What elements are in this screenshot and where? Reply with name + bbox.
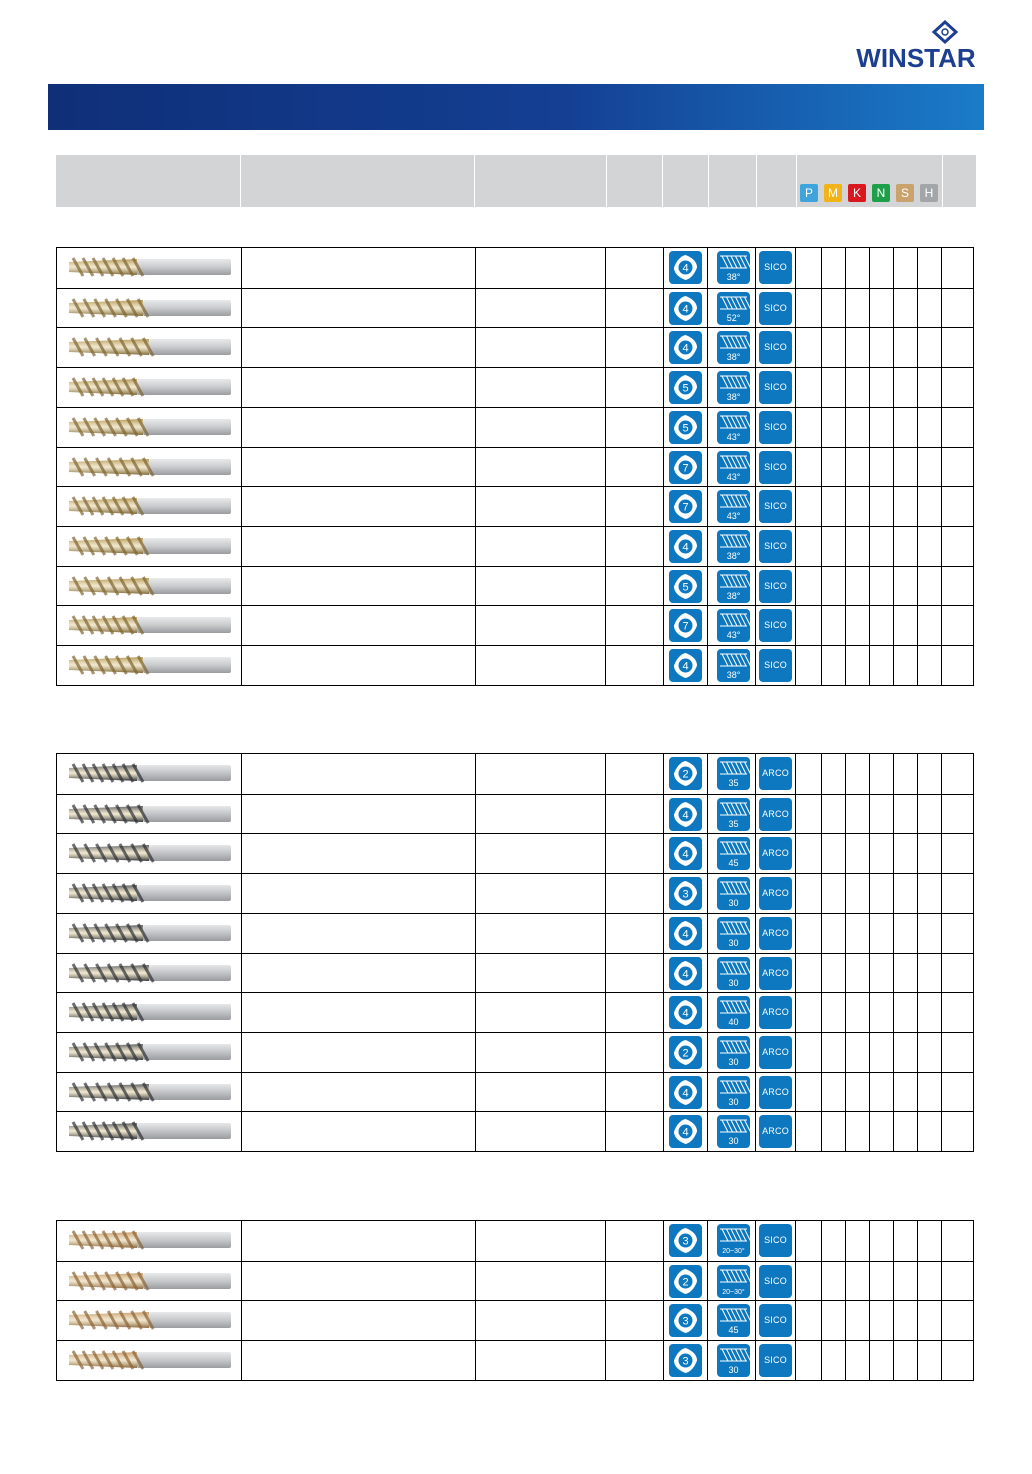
helix-angle-icon — [717, 877, 750, 910]
table-row — [57, 645, 973, 685]
end-mill-image — [67, 1229, 231, 1251]
helix-angle-label: 43° — [726, 431, 741, 442]
svg-text:5: 5 — [682, 422, 689, 435]
end-mill-image — [67, 575, 231, 597]
end-mill-image — [67, 416, 231, 438]
coating-badge: ARCO — [759, 877, 792, 910]
coating-badge: SICO — [759, 331, 792, 364]
table-row — [57, 953, 973, 993]
helix-angle-icon — [717, 798, 750, 831]
end-mill-image — [67, 1270, 231, 1292]
helix-angle-icon — [717, 757, 750, 790]
helix-angle-icon — [717, 292, 750, 325]
table-row — [57, 1300, 973, 1340]
helix-angle-label: 30 — [728, 1096, 739, 1107]
flute-count-icon — [669, 1076, 702, 1109]
material-badge-s: S — [896, 184, 914, 202]
table-row — [57, 1032, 973, 1072]
table-row — [57, 1261, 973, 1301]
end-mill-image — [67, 614, 231, 636]
helix-angle-label: 35 — [728, 778, 739, 788]
coating-badge: SICO — [759, 609, 792, 642]
end-mill-image — [67, 336, 231, 358]
coating-badge: ARCO — [759, 996, 792, 1029]
coating-badge: SICO — [759, 1304, 792, 1337]
coating-badge: ARCO — [759, 1036, 792, 1069]
svg-text:7: 7 — [682, 462, 689, 474]
helix-angle-label: 30 — [728, 977, 739, 988]
end-mill-image — [67, 297, 231, 319]
table-row — [57, 566, 973, 606]
helix-angle-icon — [717, 251, 750, 284]
flute-count-icon — [669, 1036, 702, 1069]
flute-count-icon — [669, 877, 702, 910]
flute-count-icon — [669, 996, 702, 1029]
table-row — [57, 288, 973, 328]
helix-angle-label: 38° — [726, 550, 741, 561]
helix-angle-icon — [717, 371, 750, 404]
coating-badge: ARCO — [759, 957, 792, 990]
end-mill-image — [67, 376, 231, 398]
end-mill-image — [67, 842, 231, 864]
helix-angle-icon — [717, 331, 750, 364]
table-row — [57, 248, 973, 288]
helix-angle-icon — [717, 609, 750, 642]
svg-text:4: 4 — [682, 660, 689, 673]
helix-angle-label: 20~30° — [722, 1248, 745, 1255]
flute-count-icon — [669, 1344, 702, 1377]
helix-angle-icon — [717, 917, 750, 950]
end-mill-image — [67, 1309, 231, 1331]
flute-count-icon — [669, 1115, 702, 1148]
end-mill-image — [67, 1120, 231, 1142]
flute-count-icon — [669, 837, 702, 870]
winstar-logo — [846, 20, 986, 72]
coating-badge: SICO — [759, 411, 792, 444]
flute-count-icon — [669, 371, 702, 404]
table-row — [57, 447, 973, 487]
table-row — [57, 754, 973, 794]
svg-text:3: 3 — [682, 1235, 689, 1248]
material-badge-h: H — [920, 184, 938, 202]
table-row — [57, 794, 973, 834]
end-mill-image — [67, 456, 231, 478]
svg-text:4: 4 — [682, 1087, 689, 1100]
svg-text:4: 4 — [682, 809, 689, 822]
flute-count-icon — [669, 530, 702, 563]
flute-count-icon — [669, 957, 702, 990]
helix-angle-label: 38° — [726, 392, 741, 403]
helix-angle-label: 20~30° — [722, 1288, 745, 1296]
coating-badge: SICO — [759, 490, 792, 523]
helix-angle-label: 38° — [726, 670, 741, 680]
svg-text:5: 5 — [682, 581, 689, 594]
coating-badge: SICO — [759, 451, 792, 484]
title-banner — [48, 84, 984, 130]
flute-count-icon — [669, 1224, 702, 1257]
helix-angle-icon — [717, 570, 750, 603]
svg-text:2: 2 — [682, 1276, 689, 1289]
end-mill-image — [67, 882, 231, 904]
helix-angle-label: 45 — [728, 858, 739, 869]
coating-badge: SICO — [759, 530, 792, 563]
product-table-2 — [56, 753, 974, 1152]
helix-angle-label: 43° — [726, 511, 741, 522]
helix-angle-label: 30 — [728, 1136, 739, 1147]
svg-text:4: 4 — [682, 1007, 689, 1020]
table-row — [57, 833, 973, 873]
material-badge-m: M — [824, 184, 842, 202]
helix-angle-icon — [717, 1265, 750, 1298]
helix-angle-icon — [717, 1076, 750, 1109]
end-mill-image — [67, 1001, 231, 1023]
flute-count-icon — [669, 798, 702, 831]
flute-count-icon — [669, 649, 702, 682]
flute-count-icon — [669, 451, 702, 484]
flute-count-icon — [669, 609, 702, 642]
helix-angle-label: 38° — [726, 590, 741, 601]
svg-text:3: 3 — [682, 1355, 689, 1368]
helix-angle-icon — [717, 411, 750, 444]
coating-badge: ARCO — [759, 837, 792, 870]
helix-angle-label: 45 — [728, 1325, 739, 1336]
end-mill-image — [67, 803, 231, 825]
helix-angle-label: 30 — [728, 1365, 739, 1376]
helix-angle-label: 38° — [726, 352, 741, 363]
coating-badge: SICO — [759, 649, 792, 682]
helix-angle-label: 52° — [726, 312, 741, 323]
table-row — [57, 367, 973, 407]
svg-text:4: 4 — [682, 928, 689, 941]
helix-angle-icon — [717, 1344, 750, 1377]
end-mill-image — [67, 256, 231, 278]
flute-count-icon — [669, 331, 702, 364]
end-mill-image — [67, 762, 231, 784]
flute-count-icon — [669, 757, 702, 790]
helix-angle-icon — [717, 1224, 750, 1257]
material-badge-n: N — [872, 184, 890, 202]
coating-badge: ARCO — [759, 1115, 792, 1148]
table-row — [57, 526, 973, 566]
flute-count-icon — [669, 570, 702, 603]
coating-badge: SICO — [759, 292, 792, 325]
helix-angle-icon — [717, 1115, 750, 1148]
helix-angle-icon — [717, 490, 750, 523]
end-mill-image — [67, 1349, 231, 1371]
table-row — [57, 486, 973, 526]
flute-count-icon — [669, 292, 702, 325]
table-row — [57, 1072, 973, 1112]
svg-text:4: 4 — [682, 968, 689, 980]
helix-angle-label: 40 — [728, 1017, 739, 1028]
flute-count-icon — [669, 917, 702, 950]
end-mill-image — [67, 654, 231, 676]
coating-badge: SICO — [759, 371, 792, 404]
coating-badge: SICO — [759, 1224, 792, 1257]
helix-angle-label: 30 — [728, 898, 739, 909]
svg-text:3: 3 — [682, 888, 689, 901]
helix-angle-icon — [717, 1036, 750, 1069]
table-row — [57, 605, 973, 645]
helix-angle-icon — [717, 957, 750, 990]
coating-badge: SICO — [759, 1344, 792, 1377]
table-row — [57, 407, 973, 447]
helix-angle-icon — [717, 451, 750, 484]
end-mill-image — [67, 535, 231, 557]
coating-badge: ARCO — [759, 798, 792, 831]
table-row — [57, 1221, 973, 1261]
svg-text:3: 3 — [682, 1315, 689, 1328]
svg-text:4: 4 — [682, 1126, 689, 1139]
end-mill-image — [67, 922, 231, 944]
table-row — [57, 873, 973, 913]
flute-count-icon — [669, 1304, 702, 1337]
flute-count-icon — [669, 251, 702, 284]
brand-name: WINSTAR — [856, 43, 976, 72]
helix-angle-label: 30 — [728, 1056, 739, 1067]
helix-angle-label: 43° — [726, 630, 741, 641]
svg-text:4: 4 — [682, 848, 689, 861]
material-badge-p: P — [800, 184, 818, 202]
table-row — [57, 992, 973, 1032]
coating-badge: ARCO — [759, 1076, 792, 1109]
svg-text:4: 4 — [682, 262, 689, 275]
helix-angle-icon — [717, 530, 750, 563]
coating-badge: ARCO — [759, 757, 792, 790]
helix-angle-icon — [717, 996, 750, 1029]
svg-text:4: 4 — [682, 342, 689, 355]
svg-text:2: 2 — [682, 768, 689, 781]
helix-angle-icon — [717, 837, 750, 870]
flute-count-icon — [669, 490, 702, 523]
end-mill-image — [67, 962, 231, 984]
product-table-3 — [56, 1220, 974, 1381]
end-mill-image — [67, 1081, 231, 1103]
svg-text:4: 4 — [682, 541, 689, 554]
table-row — [57, 913, 973, 953]
end-mill-image — [67, 495, 231, 517]
helix-angle-label: 35 — [728, 818, 739, 829]
helix-angle-label: 43° — [726, 471, 741, 482]
helix-angle-label: 38° — [726, 272, 741, 282]
svg-text:2: 2 — [682, 1047, 689, 1060]
svg-text:5: 5 — [682, 382, 689, 395]
helix-angle-icon — [717, 649, 750, 682]
table-row — [57, 1340, 973, 1380]
table-row — [57, 327, 973, 367]
svg-text:4: 4 — [682, 303, 689, 316]
flute-count-icon — [669, 411, 702, 444]
flute-count-icon — [669, 1265, 702, 1298]
table-row — [57, 1111, 973, 1151]
coating-badge: SICO — [759, 251, 792, 284]
svg-text:7: 7 — [682, 620, 689, 633]
helix-angle-icon — [717, 1304, 750, 1337]
product-table-1 — [56, 247, 974, 686]
end-mill-image — [67, 1041, 231, 1063]
helix-angle-label: 30 — [728, 937, 739, 948]
material-badge-k: K — [848, 184, 866, 202]
coating-badge: SICO — [759, 1265, 792, 1298]
svg-text:7: 7 — [682, 501, 689, 514]
coating-badge: SICO — [759, 570, 792, 603]
coating-badge: ARCO — [759, 917, 792, 950]
